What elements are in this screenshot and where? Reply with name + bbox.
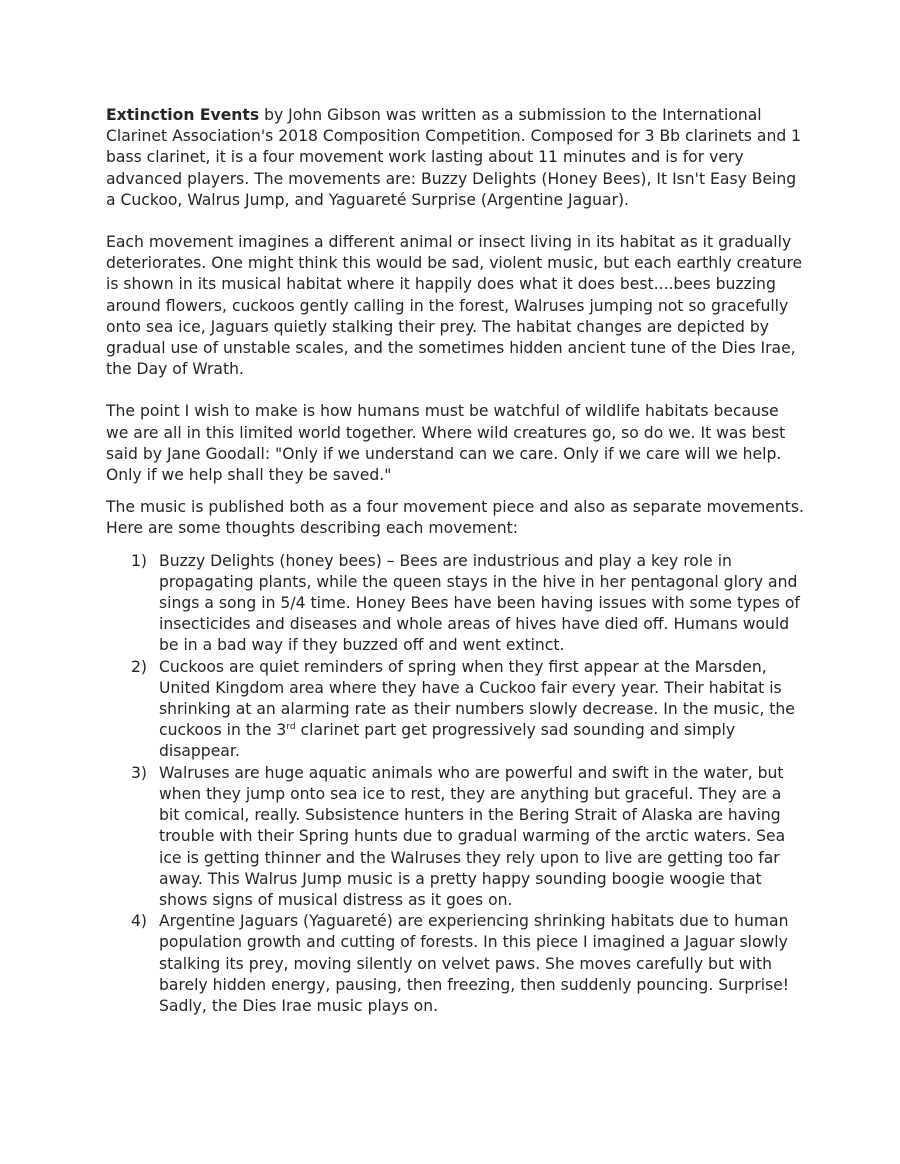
list-item [106, 551, 806, 657]
intro-text: by John Gibson was written as a submission to the International Clarinet Association's 2018 Composition Competition. Composed for 3 Bb clarinets and 1 bass clarinet, it is a four movement work lasting about 11 minutes and is for very advanced players. The movements are: Buzzy Delights (Honey Bees), It Isn't Easy Being a Cuckoo, Walrus Jump, and Yaguareté Surprise (Argentine Jaguar). [106, 106, 802, 209]
movement-description: Argentine Jaguars (Yaguareté) are experiencing shrinking habitats due to human population growth and cutting of forests. In this piece I imagined a Jaguar slowly stalking its prey, moving silently on velvet paws. She moves carefully but with barely hidden energy, pausing, then freezing, then suddenly pouncing. Surprise! Sadly, the Dies Irae music plays on. [159, 912, 790, 1015]
movement-description: Walruses are huge aquatic animals who are powerful and swift in the water, but when they jump onto sea ice to rest, they are anything but graceful. They are a bit comical, really. Subsistence hunters in the Bering Strait of Alaska are having trouble with their Spring hunts due to gradual warming of the arctic waters. Sea ice is getting thinner and the Walruses they rely upon to live are getting too far away. This Walrus Jump music is a pretty happy sounding boogie woogie that shows signs of musical distress as it goes on. [159, 763, 786, 909]
list-item [106, 911, 806, 1017]
message-paragraph: The point I wish to make is how humans must be watchful of wildlife habitats because we are all in this limited world together. Where wild creatures go, so do we. It was best said by Jane Goodall: "Only if we understand can we care. Only if we care will we help. Only if we help shall they be saved." [106, 402, 786, 485]
list-item [106, 763, 806, 911]
movement-description-continued: clarinet part get progressively sad sounding and simply disappear. [159, 721, 736, 761]
habitat-paragraph: Each movement imagines a different animal or insect living in its habitat as it gradually deteriorates. One might think this would be sad, violent music, but each earthly creature is shown in its musical habitat where it happily does what it does best....bees buzzing around flowers, cuckoos gently calling in the forest, Walruses jumping not so gracefully onto sea ice, Jaguars quietly stalking their prey. The habitat changes are depicted by gradual use of unstable scales, and the sometimes hidden ancient tune of the Dies Irae, the Day of Wrath. [106, 233, 803, 379]
movement-description: Buzzy Delights (honey bees) – Bees are industrious and play a key role in propagating plants, while the queen stays in the hive in her pentagonal glory and sings a song in 5/4 time. Honey Bees have been having issues with some types of insecticides and diseases and whole areas of hives have died off. Humans would be in a bad way if they buzzed off and went extinct. [159, 551, 800, 655]
movement-list [106, 551, 806, 1017]
list-number: 2) [131, 657, 148, 676]
document-page [106, 105, 806, 1017]
list-item [106, 657, 806, 763]
list-number: 3) [131, 763, 148, 782]
list-number: 4) [131, 912, 148, 931]
publication-paragraph: The music is published both as a four movement piece and also as separate movements. Here are some thoughts describing each movement: [106, 498, 804, 538]
work-title: Extinction Events [106, 106, 260, 124]
list-number: 1) [131, 551, 148, 570]
intro-paragraph [106, 105, 806, 211]
movement-description: Cuckoos are quiet reminders of spring when they first appear at the Marsden, United Kingdom area where they have a Cuckoo fair every year. Their habitat is shrinking at an alarming rate as their numbers slowly decrease. In the music, the cuckoos in the 3 [159, 657, 795, 740]
ordinal-superscript: rd [286, 722, 296, 733]
